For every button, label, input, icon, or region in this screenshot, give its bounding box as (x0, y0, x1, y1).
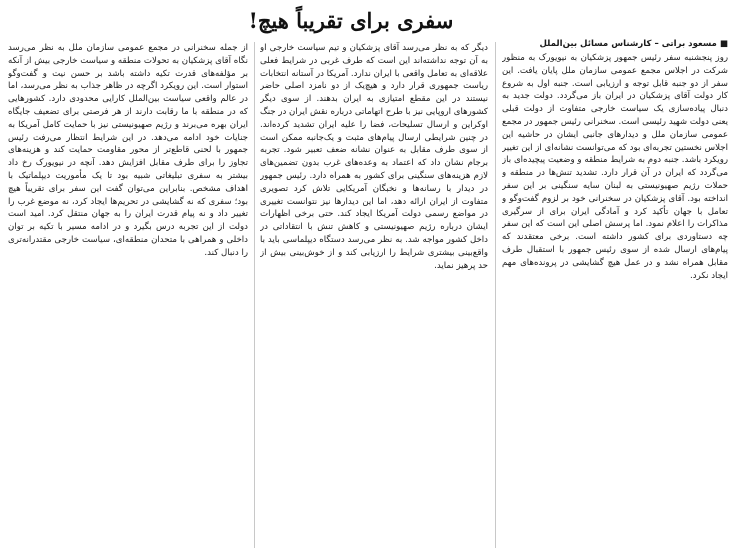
article-column-2 (260, 42, 488, 548)
article-column-3 (8, 42, 248, 548)
column-text: روز پنجشنبه سفر رئیس جمهور پزشکیان به نیویورک به منظور شرکت در اجلاس مجمع عمومی سازمان ملل پایان یافت. این سفر از دو جنبه قابل توجه و ارزیابی است. جنبه اول به شروع کار دولت آقای پزشکیان در ایران باز می‌گردد. دولت جدید به دنبال پیاده‌سازی یک سیاست خارجی متفاوت از دولت قبلی یعنی دولت شهید رئیسی است. سخنرانی رئیس جمهور در مجمع عمومی سازمان ملل و دیدارهای جانبی ایشان در حاشیه این اجلاس نخستین تجربه‌ای بود که می‌توانست نشانه‌ای از این تغییر رویکرد باشد. جنبه دوم به شرایط منطقه و وضعیت پیچیده‌ای باز می‌گردد که ایران در آن قرار دارد. تشدید تنش‌ها در منطقه و حملات رژیم صهیونیستی به لبنان سایه سنگینی بر این سفر انداخته بود. آقای پزشکیان در سخنرانی خود بر لزوم گفت‌وگو و تعامل با جهان تأکید کرد و آمادگی ایران برای از سرگیری مذاکرات را اعلام نمود. اما پرسش اصلی این است که این سفر چه دستاوردی برای کشور داشته است. برخی معتقدند که پیام‌های ارسال شده از سوی رئیس جمهور با استقبال طرف مقابل همراه نشد و در عمل هیچ گشایشی در پرونده‌های مهم ایجاد نکرد. (502, 53, 728, 281)
article-column-1 (502, 52, 728, 548)
article-headline: سفری برای تقریباً هیچ! (248, 8, 454, 33)
article-byline: ■ مسعود براتی – کارشناس مسائل بین‌الملل (539, 39, 728, 49)
column-text: از جمله سخنرانی در مجمع عمومی سازمان ملل به نظر می‌رسد نگاه آقای پزشکیان به تحولات منطقه و سیاست خارجی بیش از آنکه بر مؤلفه‌های قدرت تکیه داشته باشد بر حسن نیت و گفت‌وگو استوار است. این رویکرد اگرچه در ظاهر جذاب به نظر می‌رسد، اما در عالم واقعی سیاست بین‌الملل کارایی محدودی دارد. کشورهایی که در منطقه با ما رقابت دارند از هر فرصتی برای تضعیف جایگاه ایران بهره می‌برند و رژیم صهیونیستی نیز با حمایت کامل آمریکا به جنایات خود ادامه می‌دهد. در این شرایط انتظار می‌رفت رئیس جمهور با لحنی قاطع‌تر از محور مقاومت حمایت کند و هزینه‌های تجاوز را برای طرف مقابل افزایش دهد. آنچه در نیویورک رخ داد بیشتر به سفری تبلیغاتی شبیه بود تا یک مأموریت دیپلماتیک با اهداف مشخص. بنابراین می‌توان گفت این سفر برای تقریباً هیچ بود؛ سفری که نه گشایشی در تحریم‌ها ایجاد کرد، نه موضع غرب را تغییر داد و نه پیام قدرت ایران را به جهان منتقل کرد. امید است دولت از این تجربه درس بگیرد و در ادامه مسیر با تکیه بر توان داخلی و همراهی با متحدان منطقه‌ای، سیاست خارجی مقتدرانه‌تری را دنبال کند. (8, 43, 248, 258)
column-divider (254, 42, 255, 548)
column-text: دیگر که به نظر می‌رسد آقای پزشکیان و تیم سیاست خارجی او به آن توجه نداشته‌اند این است که طرف غربی در شرایط فعلی علاقه‌ای به تعامل واقعی با ایران ندارد. آمریکا در آستانه انتخابات ریاست جمهوری قرار دارد و هیچ‌یک از دو نامزد اصلی حاضر نیستند در این مقطع امتیازی به ایران بدهند. از سوی دیگر کشورهای اروپایی نیز با طرح اتهاماتی درباره نقش ایران در جنگ اوکراین و ارسال تسلیحات، فضا را علیه ایران تشدید کرده‌اند. در چنین شرایطی ارسال پیام‌های مثبت و یک‌جانبه ممکن است از سوی طرف مقابل به عنوان نشانه ضعف تعبیر شود. تجربه برجام نشان داد که اعتماد به وعده‌های غرب بدون تضمین‌های لازم هزینه‌های سنگینی برای کشور به همراه دارد. رئیس جمهور در دیدار با رسانه‌ها و نخبگان آمریکایی تلاش کرد تصویری متفاوت از ایران ارائه دهد، اما این دیدارها نیز نتوانست تغییری در مواضع رسمی دولت آمریکا ایجاد کند. حتی برخی اظهارات ایشان درباره رژیم صهیونیستی و کاهش تنش با انتقاداتی در داخل کشور مواجه شد. به نظر می‌رسد دستگاه دیپلماسی باید با واقع‌بینی بیشتری شرایط را ارزیابی کند و از خوش‌بینی بیش از حد پرهیز نماید. (260, 43, 488, 271)
column-divider (495, 42, 496, 548)
